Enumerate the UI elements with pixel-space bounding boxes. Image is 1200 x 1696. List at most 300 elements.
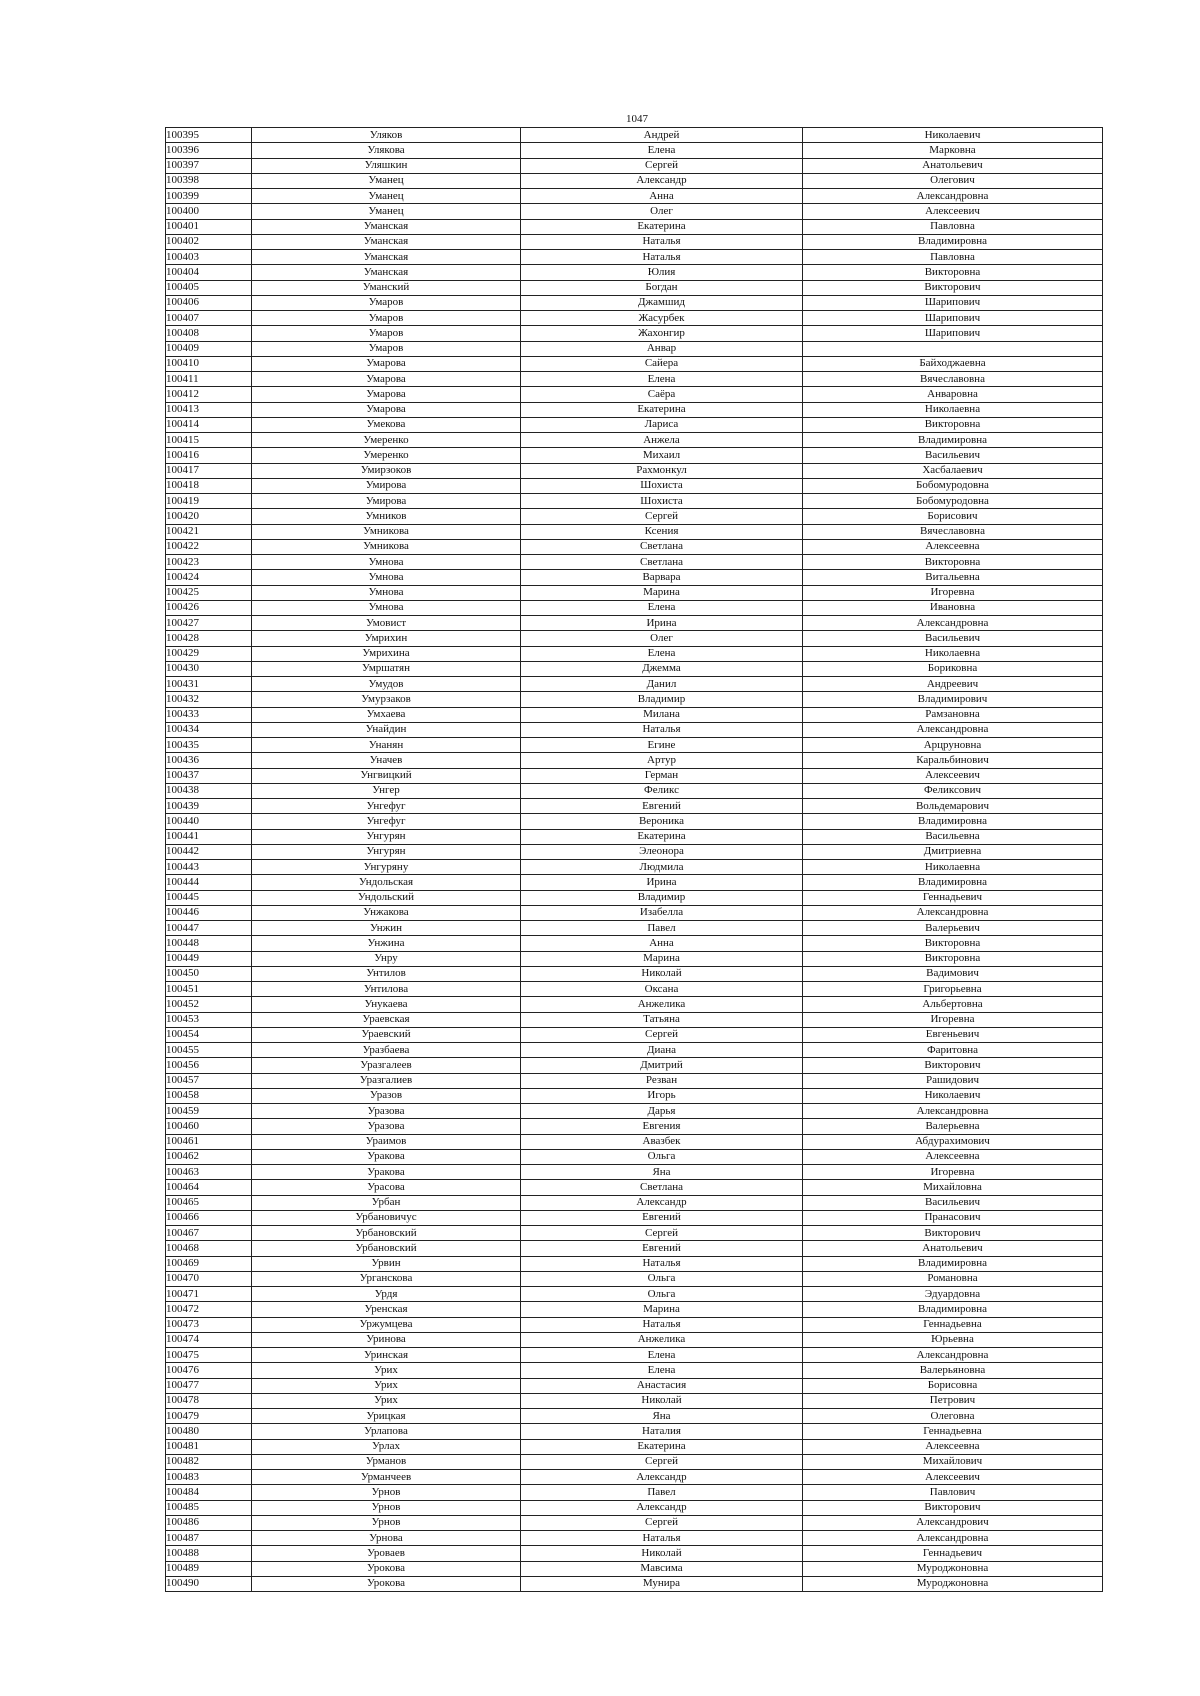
record-number-cell: 100484	[166, 1485, 252, 1500]
patronymic-cell: Геннадьевна	[803, 1317, 1103, 1332]
table-row	[166, 768, 1103, 783]
first-name-cell: Яна	[521, 1409, 803, 1424]
record-number-cell: 100450	[166, 966, 252, 981]
first-name-cell: Дмитрий	[521, 1058, 803, 1073]
record-number-cell: 100419	[166, 494, 252, 509]
first-name-cell: Сергей	[521, 1027, 803, 1042]
record-number-cell: 100457	[166, 1073, 252, 1088]
patronymic-cell: Алексеевна	[803, 539, 1103, 554]
surname-cell: Уляшкин	[252, 158, 521, 173]
patronymic-cell: Рашидович	[803, 1073, 1103, 1088]
record-number-cell: 100420	[166, 509, 252, 524]
first-name-cell: Владимир	[521, 890, 803, 905]
record-number-cell: 100462	[166, 1149, 252, 1164]
surname-cell: Урманчеев	[252, 1470, 521, 1485]
table-row	[166, 661, 1103, 676]
record-number-cell: 100452	[166, 997, 252, 1012]
first-name-cell: Резван	[521, 1073, 803, 1088]
surname-cell: Умнова	[252, 555, 521, 570]
table-row	[166, 1088, 1103, 1103]
first-name-cell: Павел	[521, 921, 803, 936]
table-row	[166, 1195, 1103, 1210]
first-name-cell: Авазбек	[521, 1134, 803, 1149]
surname-cell: Умников	[252, 509, 521, 524]
patronymic-cell: Геннадьевич	[803, 1546, 1103, 1561]
table-row	[166, 890, 1103, 905]
patronymic-cell: Александровна	[803, 1531, 1103, 1546]
record-number-cell: 100414	[166, 417, 252, 432]
patronymic-cell: Бобомуродовна	[803, 478, 1103, 493]
table-row	[166, 1576, 1103, 1591]
table-row	[166, 1241, 1103, 1256]
record-number-cell: 100427	[166, 616, 252, 631]
patronymic-cell: Викторович	[803, 1226, 1103, 1241]
record-number-cell: 100426	[166, 600, 252, 615]
first-name-cell: Елена	[521, 1363, 803, 1378]
surname-cell: Урлапова	[252, 1424, 521, 1439]
first-name-cell: Марина	[521, 1302, 803, 1317]
first-name-cell: Шохиста	[521, 478, 803, 493]
patronymic-cell: Владимировна	[803, 1302, 1103, 1317]
table-row	[166, 799, 1103, 814]
patronymic-cell: Эдуардовна	[803, 1287, 1103, 1302]
record-number-cell: 100431	[166, 677, 252, 692]
first-name-cell: Сергей	[521, 1454, 803, 1469]
patronymic-cell	[803, 341, 1103, 356]
patronymic-cell: Андреевич	[803, 677, 1103, 692]
first-name-cell: Евгения	[521, 1119, 803, 1134]
table-row	[166, 829, 1103, 844]
table-row	[166, 204, 1103, 219]
first-name-cell: Наталия	[521, 1424, 803, 1439]
surname-cell: Унгвицкий	[252, 768, 521, 783]
record-number-cell: 100459	[166, 1104, 252, 1119]
first-name-cell: Богдан	[521, 280, 803, 295]
first-name-cell: Светлана	[521, 1180, 803, 1195]
surname-cell: Уманская	[252, 250, 521, 265]
table-row	[166, 921, 1103, 936]
table-row	[166, 341, 1103, 356]
first-name-cell: Евгений	[521, 1210, 803, 1225]
record-number-cell: 100424	[166, 570, 252, 585]
record-number-cell: 100397	[166, 158, 252, 173]
record-number-cell: 100395	[166, 128, 252, 143]
table-row	[166, 1165, 1103, 1180]
first-name-cell: Анжелика	[521, 1332, 803, 1347]
record-number-cell: 100477	[166, 1378, 252, 1393]
table-row	[166, 1378, 1103, 1393]
record-number-cell: 100428	[166, 631, 252, 646]
record-number-cell: 100445	[166, 890, 252, 905]
first-name-cell: Дарья	[521, 1104, 803, 1119]
patronymic-cell: Валерьевич	[803, 921, 1103, 936]
table-row	[166, 1287, 1103, 1302]
patronymic-cell: Павлович	[803, 1485, 1103, 1500]
patronymic-cell: Владимировна	[803, 1256, 1103, 1271]
table-row	[166, 280, 1103, 295]
first-name-cell: Елена	[521, 372, 803, 387]
record-number-cell: 100447	[166, 921, 252, 936]
record-number-cell: 100463	[166, 1165, 252, 1180]
patronymic-cell: Абдурахимович	[803, 1134, 1103, 1149]
record-number-cell: 100403	[166, 250, 252, 265]
surname-cell: Уманская	[252, 219, 521, 234]
patronymic-cell: Владимировна	[803, 814, 1103, 829]
table-row	[166, 250, 1103, 265]
table-row	[166, 707, 1103, 722]
patronymic-cell: Вольдемарович	[803, 799, 1103, 814]
surname-cell: Урлах	[252, 1439, 521, 1454]
surname-cell: Урнов	[252, 1515, 521, 1530]
record-number-cell: 100418	[166, 478, 252, 493]
table-row	[166, 494, 1103, 509]
first-name-cell: Игорь	[521, 1088, 803, 1103]
table-row	[166, 631, 1103, 646]
first-name-cell: Ксения	[521, 524, 803, 539]
first-name-cell: Юлия	[521, 265, 803, 280]
surname-cell: Умаров	[252, 295, 521, 310]
surname-cell: Умникова	[252, 539, 521, 554]
patronymic-cell: Владимировна	[803, 433, 1103, 448]
surname-cell: Урнов	[252, 1500, 521, 1515]
table-row	[166, 722, 1103, 737]
surname-cell: Уринская	[252, 1348, 521, 1363]
table-row	[166, 372, 1103, 387]
patronymic-cell: Алексеевич	[803, 1470, 1103, 1485]
table-row	[166, 753, 1103, 768]
surname-cell: Умарова	[252, 402, 521, 417]
first-name-cell: Евгений	[521, 1241, 803, 1256]
surname-cell: Уракова	[252, 1165, 521, 1180]
patronymic-cell: Муроджоновна	[803, 1561, 1103, 1576]
first-name-cell: Егине	[521, 738, 803, 753]
patronymic-cell: Борисовна	[803, 1378, 1103, 1393]
record-number-cell: 100412	[166, 387, 252, 402]
surname-cell: Уразгалиев	[252, 1073, 521, 1088]
table-row	[166, 1531, 1103, 1546]
patronymic-cell: Витальевна	[803, 570, 1103, 585]
patronymic-cell: Михайлович	[803, 1454, 1103, 1469]
patronymic-cell: Байходжаевна	[803, 356, 1103, 371]
surname-cell: Унтилов	[252, 966, 521, 981]
first-name-cell: Наталья	[521, 1256, 803, 1271]
patronymic-cell: Олеговна	[803, 1409, 1103, 1424]
record-number-cell: 100429	[166, 646, 252, 661]
table-row	[166, 951, 1103, 966]
table-row	[166, 1271, 1103, 1286]
first-name-cell: Мавсима	[521, 1561, 803, 1576]
surname-cell: Умршатян	[252, 661, 521, 676]
table-row	[166, 1134, 1103, 1149]
patronymic-cell: Васильевич	[803, 1195, 1103, 1210]
record-number-cell: 100417	[166, 463, 252, 478]
patronymic-cell: Анатольевич	[803, 1241, 1103, 1256]
record-number-cell: 100454	[166, 1027, 252, 1042]
table-row	[166, 844, 1103, 859]
record-number-cell: 100453	[166, 1012, 252, 1027]
patronymic-cell: Васильевич	[803, 631, 1103, 646]
table-row	[166, 1012, 1103, 1027]
record-number-cell: 100480	[166, 1424, 252, 1439]
patronymic-cell: Александровна	[803, 1348, 1103, 1363]
surname-cell: Ураимов	[252, 1134, 521, 1149]
patronymic-cell: Хасбалаевич	[803, 463, 1103, 478]
table-row	[166, 189, 1103, 204]
surname-cell: Умхаева	[252, 707, 521, 722]
record-number-cell: 100488	[166, 1546, 252, 1561]
surname-cell: Умарова	[252, 372, 521, 387]
first-name-cell: Александр	[521, 1195, 803, 1210]
table-row	[166, 1058, 1103, 1073]
surname-cell: Унукаева	[252, 997, 521, 1012]
surname-cell: Умирова	[252, 478, 521, 493]
first-name-cell: Мунира	[521, 1576, 803, 1591]
patronymic-cell: Викторович	[803, 280, 1103, 295]
surname-cell: Умурзаков	[252, 692, 521, 707]
surname-cell: Урбановичус	[252, 1210, 521, 1225]
first-name-cell: Сергей	[521, 1515, 803, 1530]
surname-cell: Уразгалеев	[252, 1058, 521, 1073]
record-number-cell: 100413	[166, 402, 252, 417]
page-number: 1047	[626, 113, 648, 125]
first-name-cell: Оксана	[521, 982, 803, 997]
table-row	[166, 982, 1103, 997]
first-name-cell: Татьяна	[521, 1012, 803, 1027]
record-number-cell: 100464	[166, 1180, 252, 1195]
table-row	[166, 783, 1103, 798]
record-number-cell: 100434	[166, 722, 252, 737]
record-number-cell: 100444	[166, 875, 252, 890]
record-number-cell: 100438	[166, 783, 252, 798]
table-row	[166, 600, 1103, 615]
patronymic-cell: Феликсович	[803, 783, 1103, 798]
table-row	[166, 860, 1103, 875]
table-row	[166, 905, 1103, 920]
first-name-cell: Александр	[521, 173, 803, 188]
record-number-cell: 100470	[166, 1271, 252, 1286]
record-number-cell: 100435	[166, 738, 252, 753]
table-row	[166, 1454, 1103, 1469]
record-number-cell: 100471	[166, 1287, 252, 1302]
surname-cell: Уманец	[252, 204, 521, 219]
patronymic-cell: Александровна	[803, 616, 1103, 631]
record-number-cell: 100408	[166, 326, 252, 341]
first-name-cell: Елена	[521, 143, 803, 158]
first-name-cell: Евгений	[521, 799, 803, 814]
patronymic-cell: Арцруновна	[803, 738, 1103, 753]
table-row	[166, 1104, 1103, 1119]
record-number-cell: 100425	[166, 585, 252, 600]
patronymic-cell: Алексеевна	[803, 1439, 1103, 1454]
first-name-cell: Анвар	[521, 341, 803, 356]
record-number-cell: 100411	[166, 372, 252, 387]
table-row	[166, 1027, 1103, 1042]
table-row	[166, 509, 1103, 524]
record-number-cell: 100415	[166, 433, 252, 448]
table-row	[166, 692, 1103, 707]
patronymic-cell: Александрович	[803, 1515, 1103, 1530]
surname-cell: Урманов	[252, 1454, 521, 1469]
first-name-cell: Николай	[521, 966, 803, 981]
record-number-cell: 100432	[166, 692, 252, 707]
record-number-cell: 100396	[166, 143, 252, 158]
first-name-cell: Варвара	[521, 570, 803, 585]
table-row	[166, 1119, 1103, 1134]
table-row	[166, 1409, 1103, 1424]
first-name-cell: Николай	[521, 1393, 803, 1408]
record-number-cell: 100482	[166, 1454, 252, 1469]
patronymic-cell: Каральбинович	[803, 753, 1103, 768]
first-name-cell: Марина	[521, 951, 803, 966]
table-row	[166, 311, 1103, 326]
first-name-cell: Олег	[521, 631, 803, 646]
table-row	[166, 570, 1103, 585]
record-number-cell: 100400	[166, 204, 252, 219]
surname-cell: Уманский	[252, 280, 521, 295]
surname-cell: Улякова	[252, 143, 521, 158]
table-row	[166, 1256, 1103, 1271]
table-row	[166, 814, 1103, 829]
first-name-cell: Ольга	[521, 1149, 803, 1164]
table-row	[166, 966, 1103, 981]
patronymic-cell: Викторовна	[803, 417, 1103, 432]
patronymic-cell: Васильевич	[803, 448, 1103, 463]
first-name-cell: Шохиста	[521, 494, 803, 509]
first-name-cell: Екатерина	[521, 829, 803, 844]
first-name-cell: Диана	[521, 1043, 803, 1058]
patronymic-cell: Николаевна	[803, 646, 1103, 661]
patronymic-cell: Викторовна	[803, 265, 1103, 280]
record-number-cell: 100449	[166, 951, 252, 966]
record-number-cell: 100451	[166, 982, 252, 997]
first-name-cell: Елена	[521, 600, 803, 615]
surname-cell: Умнова	[252, 585, 521, 600]
first-name-cell: Анастасия	[521, 1378, 803, 1393]
surname-cell: Унгурян	[252, 829, 521, 844]
table-row	[166, 1180, 1103, 1195]
surname-cell: Уразов	[252, 1088, 521, 1103]
record-number-cell: 100455	[166, 1043, 252, 1058]
patronymic-cell: Геннадьевич	[803, 890, 1103, 905]
surname-cell: Умирова	[252, 494, 521, 509]
table-row	[166, 402, 1103, 417]
first-name-cell: Джемма	[521, 661, 803, 676]
record-number-cell: 100468	[166, 1241, 252, 1256]
first-name-cell: Наталья	[521, 1317, 803, 1332]
table-row	[166, 1149, 1103, 1164]
patronymic-cell: Александровна	[803, 189, 1103, 204]
record-number-cell: 100421	[166, 524, 252, 539]
record-number-cell: 100407	[166, 311, 252, 326]
surname-cell: Умовист	[252, 616, 521, 631]
record-number-cell: 100401	[166, 219, 252, 234]
first-name-cell: Николай	[521, 1546, 803, 1561]
patronymic-cell: Борисович	[803, 509, 1103, 524]
surname-cell: Уляков	[252, 128, 521, 143]
patronymic-cell: Игоревна	[803, 585, 1103, 600]
patronymic-cell: Геннадьевна	[803, 1424, 1103, 1439]
surname-cell: Унру	[252, 951, 521, 966]
table-row	[166, 1348, 1103, 1363]
surname-cell: Унгефуг	[252, 799, 521, 814]
first-name-cell: Джамшид	[521, 295, 803, 310]
table-row	[166, 1485, 1103, 1500]
table-row	[166, 585, 1103, 600]
first-name-cell: Данил	[521, 677, 803, 692]
surname-cell: Урвин	[252, 1256, 521, 1271]
patronymic-cell: Муроджоновна	[803, 1576, 1103, 1591]
record-number-cell: 100410	[166, 356, 252, 371]
first-name-cell: Андрей	[521, 128, 803, 143]
patronymic-cell: Владимировна	[803, 234, 1103, 249]
surname-cell: Умрихина	[252, 646, 521, 661]
record-number-cell: 100441	[166, 829, 252, 844]
surname-cell: Умарова	[252, 356, 521, 371]
table-row	[166, 1317, 1103, 1332]
patronymic-cell: Григорьевна	[803, 982, 1103, 997]
patronymic-cell: Марковна	[803, 143, 1103, 158]
surname-cell: Уразбаева	[252, 1043, 521, 1058]
patronymic-cell: Пранасович	[803, 1210, 1103, 1225]
table-row	[166, 295, 1103, 310]
record-number-cell: 100398	[166, 173, 252, 188]
patronymic-cell: Алексеевич	[803, 204, 1103, 219]
first-name-cell: Анжелика	[521, 997, 803, 1012]
first-name-cell: Сергей	[521, 158, 803, 173]
record-number-cell: 100475	[166, 1348, 252, 1363]
table-row	[166, 875, 1103, 890]
first-name-cell: Рахмонкул	[521, 463, 803, 478]
patronymic-cell: Викторович	[803, 1058, 1103, 1073]
record-number-cell: 100406	[166, 295, 252, 310]
record-number-cell: 100399	[166, 189, 252, 204]
surname-cell: Умарова	[252, 387, 521, 402]
table-row	[166, 417, 1103, 432]
surname-cell: Урих	[252, 1363, 521, 1378]
record-number-cell: 100483	[166, 1470, 252, 1485]
patronymic-cell: Алексеевич	[803, 768, 1103, 783]
first-name-cell: Вероника	[521, 814, 803, 829]
patronymic-cell: Олегович	[803, 173, 1103, 188]
patronymic-cell: Анатольевич	[803, 158, 1103, 173]
record-number-cell: 100436	[166, 753, 252, 768]
patronymic-cell: Евгеньевич	[803, 1027, 1103, 1042]
first-name-cell: Елена	[521, 646, 803, 661]
table-row	[166, 1424, 1103, 1439]
patronymic-cell: Игоревна	[803, 1012, 1103, 1027]
surname-cell: Унжакова	[252, 905, 521, 920]
first-name-cell: Наталья	[521, 722, 803, 737]
patronymic-cell: Альбертовна	[803, 997, 1103, 1012]
first-name-cell: Сергей	[521, 1226, 803, 1241]
patronymic-cell: Николаевич	[803, 1088, 1103, 1103]
table-row	[166, 1500, 1103, 1515]
record-number-cell: 100402	[166, 234, 252, 249]
record-number-cell: 100423	[166, 555, 252, 570]
surname-cell: Унгурян	[252, 844, 521, 859]
patronymic-cell: Александровна	[803, 905, 1103, 920]
first-name-cell: Светлана	[521, 555, 803, 570]
surname-cell: Унжина	[252, 936, 521, 951]
record-number-cell: 100466	[166, 1210, 252, 1225]
record-number-cell: 100409	[166, 341, 252, 356]
surname-cell: Уржумцева	[252, 1317, 521, 1332]
surname-cell: Урицкая	[252, 1409, 521, 1424]
patronymic-cell: Владимировна	[803, 875, 1103, 890]
registry-rows	[166, 128, 1103, 1592]
surname-cell: Уренская	[252, 1302, 521, 1317]
patronymic-cell: Александровна	[803, 722, 1103, 737]
